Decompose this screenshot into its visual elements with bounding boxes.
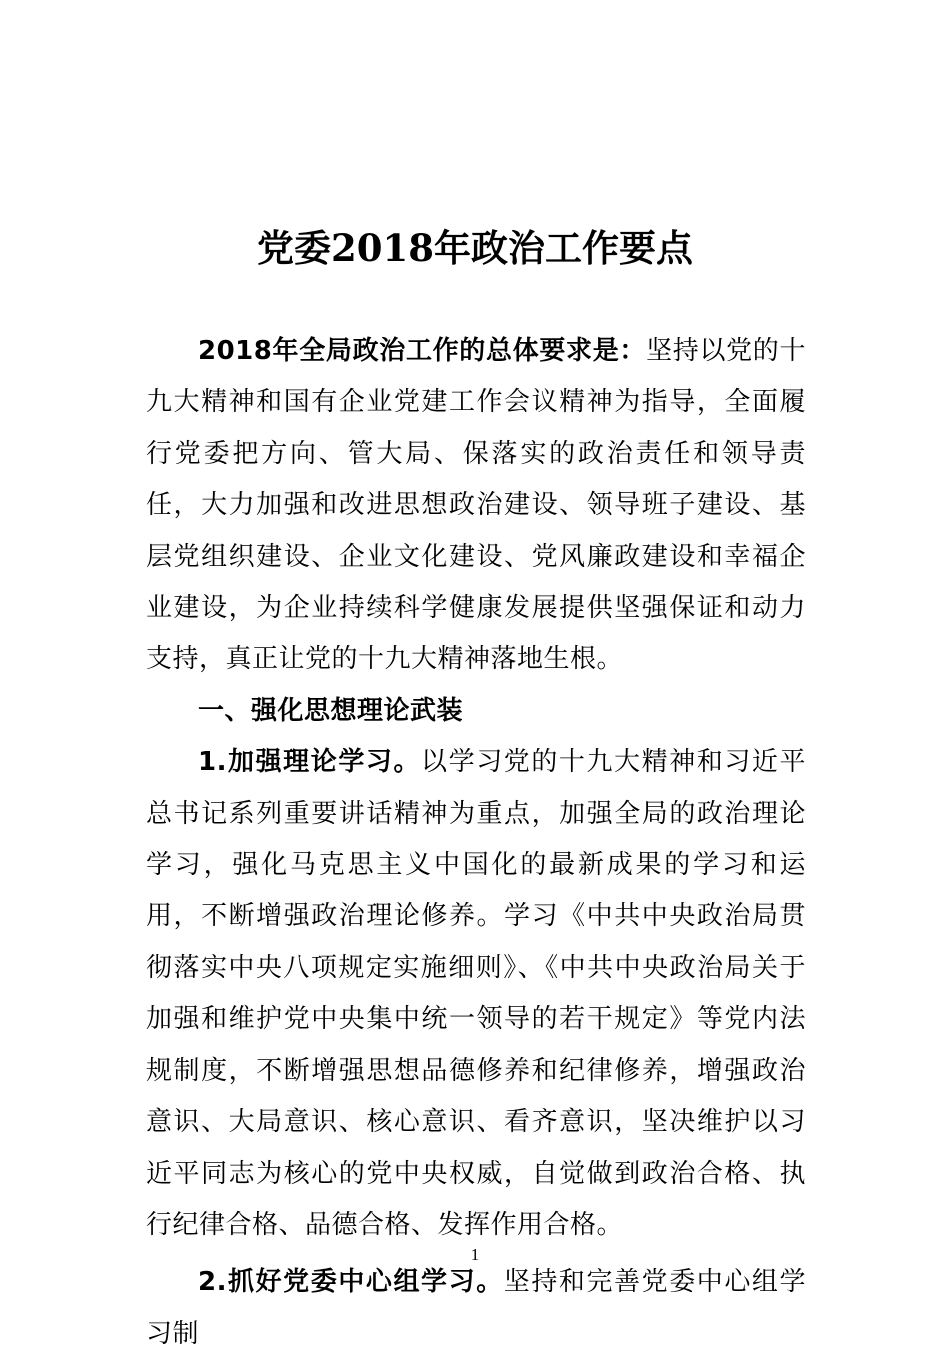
- document-body: [146, 326, 806, 1360]
- item-text: 坚持和完善党委中心组学习制: [146, 1267, 806, 1349]
- section-heading-1: 一、强化思想理论武装: [198, 695, 464, 726]
- list-item-2: [146, 1257, 806, 1360]
- paragraph-text: 坚持以党的十九大精神和国有企业党建工作会议精神为指导，全面履行党委把方向、管大局、保落实的政治责任和领导责任，大力加强和改进思想政治建设、领导班子建设、基层党组织建设、企业文化建设、党风廉政建设和幸福企业建设，为企业持续科学健康发展提供坚强保证和动力支持，真正让党的十九大精神落地生根。: [146, 336, 806, 675]
- item-text: 以学习党的十九大精神和习近平总书记系列重要讲话精神为重点，加强全局的政治理论学习，强化马克思主义中国化的最新成果的学习和运用，不断增强政治理论修养。学习《中共中央政治局贯彻落实中央八项规定实施细则》、《中共中央政治局关于加强和维护党中央集中统一领导的若干规定》等党内法规制度，不断增强思想品德修养和纪律修养，增强政治意识、大局意识、核心意识、看齐意识，坚决维护以习近平同志为核心的党中央权威，自觉做到政治合格、执行纪律合格、品德合格、发挥作用合格。: [146, 747, 806, 1240]
- list-item-1: [146, 737, 806, 1251]
- document-title: 党委2018年政治工作要点: [257, 226, 693, 270]
- item-lead: 2.抓好党委中心组学习。: [198, 1267, 504, 1298]
- paragraph-general-requirements: [146, 326, 806, 686]
- page-number: 1: [470, 1245, 480, 1264]
- item-lead: 1.加强理论学习。: [198, 747, 422, 778]
- paragraph-lead: 2018年全局政治工作的总体要求是：: [198, 336, 647, 366]
